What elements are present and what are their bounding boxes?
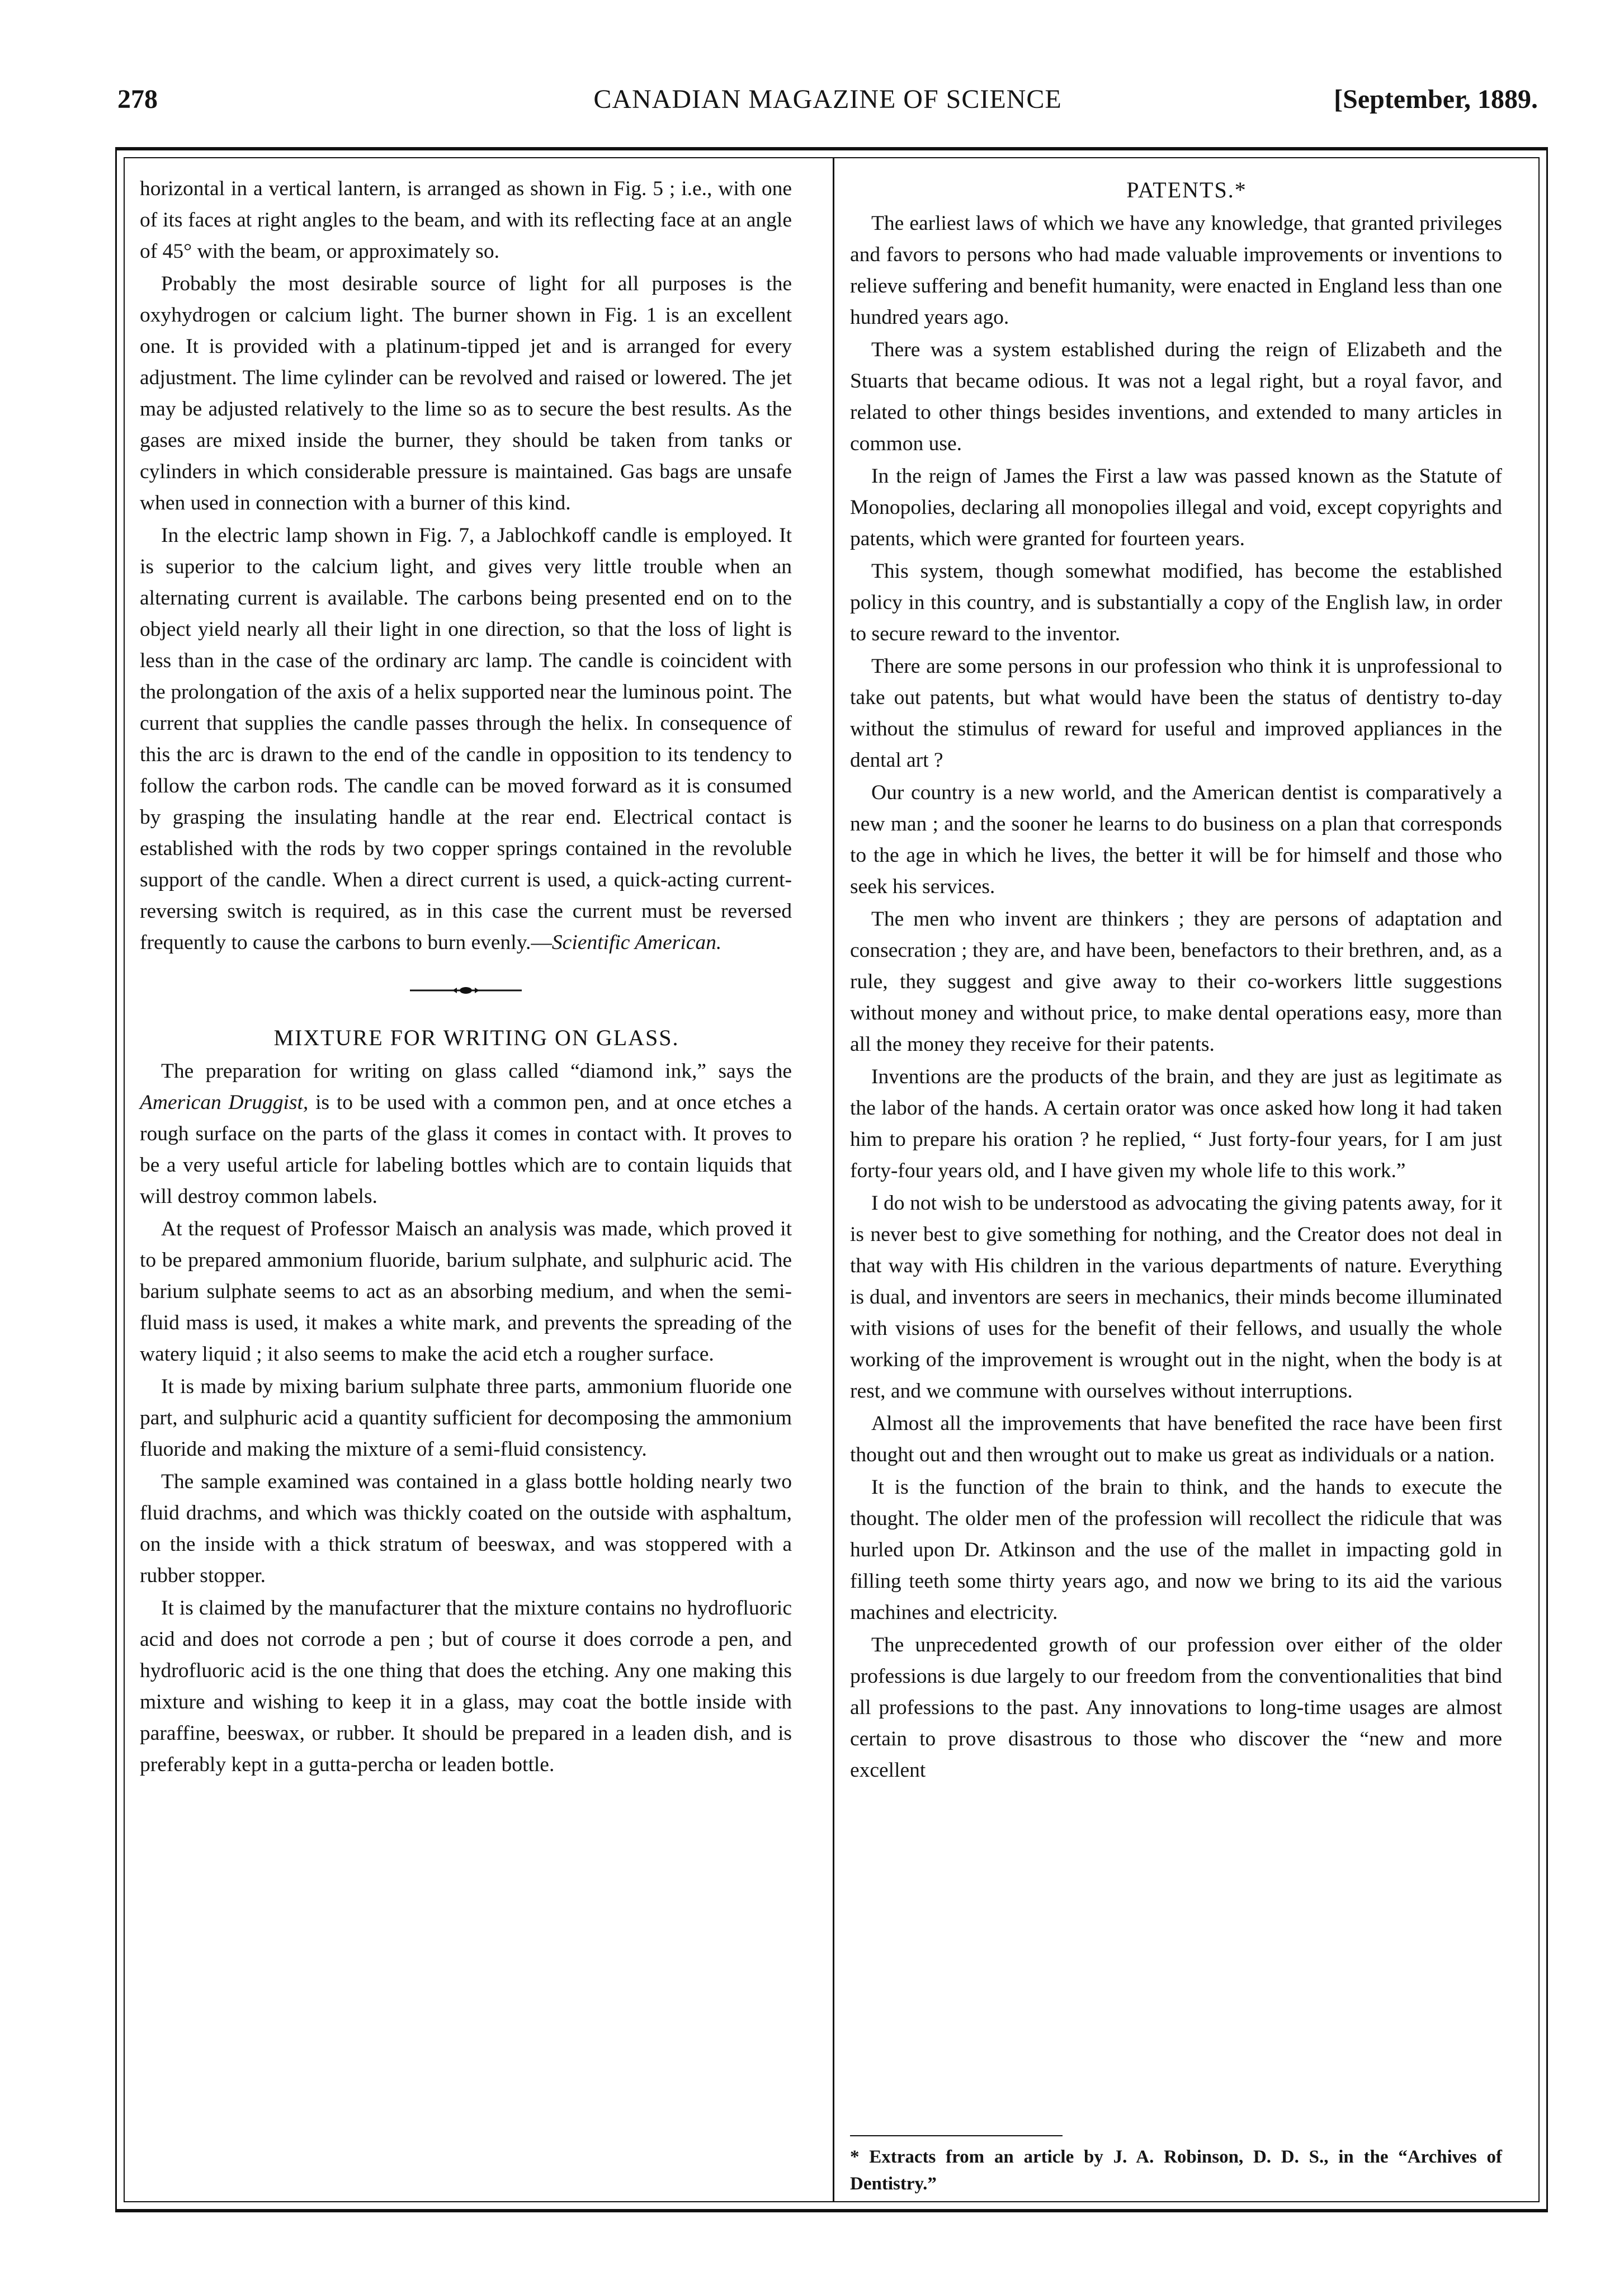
paragraph: At the request of Professor Maisch an analysis was made, which proved it to be prepared ammonium fluoride, barium sulphate, and sulphuric acid. The barium sulphate seems to act as an absorbing medium, and when the semi-fluid mass is used, it makes a white mark, and prevents the spreading of the watery liquid ; it also seems to make the acid etch a rougher surface. <box>140 1217 792 1366</box>
paragraph: The unprecedented growth of our profession over either of the older professions is due largely to our freedom from the conventionalities that bind all professions to the past. Any innovations to long-time usages are almost certain to prove disastrous to those who discover the “new and more excellent <box>850 1634 1502 1782</box>
paragraph: The men who invent are thinkers ; they are persons of adaptation and consecration ; they are, and have been, benefactors to their brethren, and, as a rule, they suggest and give away to their co-workers little suggestions without money and without price, to make dental operations easy, more than all the money they receive for their patents. <box>850 908 1502 1056</box>
magazine-title: CANADIAN MAGAZINE OF SCIENCE <box>593 84 1062 114</box>
paragraph: The sample examined was contained in a glass bottle holding nearly two fluid drachms, and which was thickly coated on the outside with asphaltum, on the inside with a thick stratum of beeswax, and was stoppered with a rubber stopper. <box>140 1470 792 1587</box>
paragraph: Inventions are the products of the brain, and they are just as legitimate as the labor of the hands. A certain orator was once asked how long it had taken him to prepare his oration ? he replied, “ Just forty-four years, for I am just forty-four years old, and I have given my whole life to this work.” <box>850 1065 1502 1182</box>
ornament-divider <box>140 985 792 996</box>
paragraph: The earliest laws of which we have any knowledge, that granted privileges and favors to persons who had made valuable improvements or inventions to relieve suffering and benefit humanity, were enacted in England less than one hundred years ago. <box>850 212 1502 329</box>
footnote-rule <box>850 2135 1063 2136</box>
running-header <box>117 84 1538 117</box>
paragraph: Probably the most desirable source of light for all purposes is the oxyhydrogen or calcium light. The burner shown in Fig. 1 is an excellent one. It is provided with a platinum-tipped jet and is arranged for every adjustment. The lime cylinder can be revolved and raised or lowered. The jet may be adjusted relatively to the lime so as to secure the best results. As the gases are mixed inside the burner, they should be taken from tanks or cylinders in which considerable pressure is maintained. Gas bags are unsafe when used in connection with a burner of this kind. <box>140 272 792 515</box>
page-number: 278 <box>117 84 158 114</box>
source-citation: American Druggist, <box>140 1091 309 1114</box>
section-heading: MIXTURE FOR WRITING ON GLASS. <box>273 1025 679 1050</box>
paragraph <box>140 520 792 959</box>
paragraph: Almost all the improvements that have benefited the race have been first thought out and then wrought out to make us great as individuals or a nation. <box>850 1412 1502 1466</box>
right-column <box>850 173 1502 1787</box>
paragraph-text: is to be used with a common pen, and at once etches a rough surface on the parts of the glass it comes in contact with. It proves to be a very useful article for labeling bottles which are to contain liquids that will destroy common labels. <box>140 1091 792 1208</box>
paragraph: horizontal in a vertical lantern, is arranged as shown in Fig. 5 ; i.e., with one of its faces at right angles to the beam, and with its reflecting face at an angle of 45° with the beam, or approximately so. <box>140 177 792 263</box>
paragraph: This system, though somewhat modified, has become the established policy in this country, and is substantially a copy of the English law, in order to secure reward to the inventor. <box>850 560 1502 645</box>
ornament-block <box>140 960 792 1021</box>
paragraph: In the reign of James the First a law was passed known as the Statute of Monopolies, declaring all monopolies illegal and void, except copyrights and patents, which were granted for fourteen years. <box>850 465 1502 550</box>
paragraph: It is made by mixing barium sulphate three parts, ammonium fluoride one part, and sulphuric acid a quantity sufficient for decomposing the ammonium fluoride and making the mixture of a semi-fluid consistency. <box>140 1375 792 1461</box>
left-column <box>140 173 792 1782</box>
ornament-icon <box>410 985 522 996</box>
footnote: * Extracts from an article by J. A. Robinson, D. D. S., in the “Archives of Dentistry.” <box>850 2147 1502 2194</box>
paragraph: There was a system established during the reign of Elizabeth and the Stuarts that became odious. It was not a legal right, but a royal favor, and related to other things besides inventions, and extended to many articles in common use. <box>850 338 1502 455</box>
paragraph: It is the function of the brain to think, and the hands to execute the thought. The older men of the profession will recollect the ridicule that was hurled upon Dr. Atkinson and the use of the mallet in impacting gold in filling teeth some thirty years ago, and now we bring to its aid the various machines and electricity. <box>850 1476 1502 1624</box>
paragraph: Our country is a new world, and the American dentist is comparatively a new man ; and the sooner he learns to do business on a plan that corresponds to the age in which he lives, the better it will be for himself and those who seek his services. <box>850 781 1502 898</box>
paragraph: I do not wish to be understood as advocating the giving patents away, for it is never best to give something for nothing, and the Creator does not deal in that way with His children in the various departments of nature. Everything is dual, and inventors are seers in mechanics, their minds become illuminated with visions of uses for the benefit of their fellows, and usually the whole working of the improvement is wrought out in the night, when the body is at rest, and we commune with ourselves without interruptions. <box>850 1192 1502 1403</box>
paragraph-text: The preparation for writing on glass called “diamond ink,” says the <box>161 1060 792 1083</box>
paragraph: It is claimed by the manufacturer that the mixture contains no hydrofluoric acid and does not corrode a pen ; but of course it does corrode a pen, and hydrofluoric acid is the one thing that does the etching. Any one making this mixture and wishing to keep it in a glass, may coat the bottle inside with paraffine, beeswax, or rubber. It should be prepared in a leaden dish, and is preferably kept in a gutta-percha or leaden bottle. <box>140 1597 792 1776</box>
column-divider <box>833 158 834 2201</box>
source-citation: Scientific American. <box>551 931 722 954</box>
paragraph-text: In the electric lamp shown in Fig. 7, a Jablochkoff candle is employed. It is superior to the calcium light, and gives very little trouble when an alternating current is available. The carbons being presented end on to the object yield nearly all their light in one direction, so that the loss of light is less than in the case of the ordinary arc lamp. The candle is coincident with the prolongation of the axis of a helix supported near the luminous point. The current that supplies the candle passes through the helix. In consequence of this the arc is drawn to the end of the candle in opposition to its tendency to follow the carbon rods. The candle can be moved forward as it is consumed by grasping the insulating handle at the rear end. Electrical contact is established with the rods by two copper springs contained in the revoluble support of the candle. When a direct current is used, a quick-acting current-reversing switch is required, as in this case the current must be reversed frequently to cause the carbons to burn evenly.— <box>140 524 792 954</box>
paragraph: There are some persons in our profession who think it is unprofessional to take out patents, but what would have been the status of dentistry to-day without the stimulus of reward for useful and improved appliances in the dental art ? <box>850 655 1502 772</box>
section-heading: PATENTS.* <box>1126 177 1247 202</box>
paragraph <box>140 1056 792 1212</box>
issue-date: [September, 1889. <box>1334 84 1538 114</box>
